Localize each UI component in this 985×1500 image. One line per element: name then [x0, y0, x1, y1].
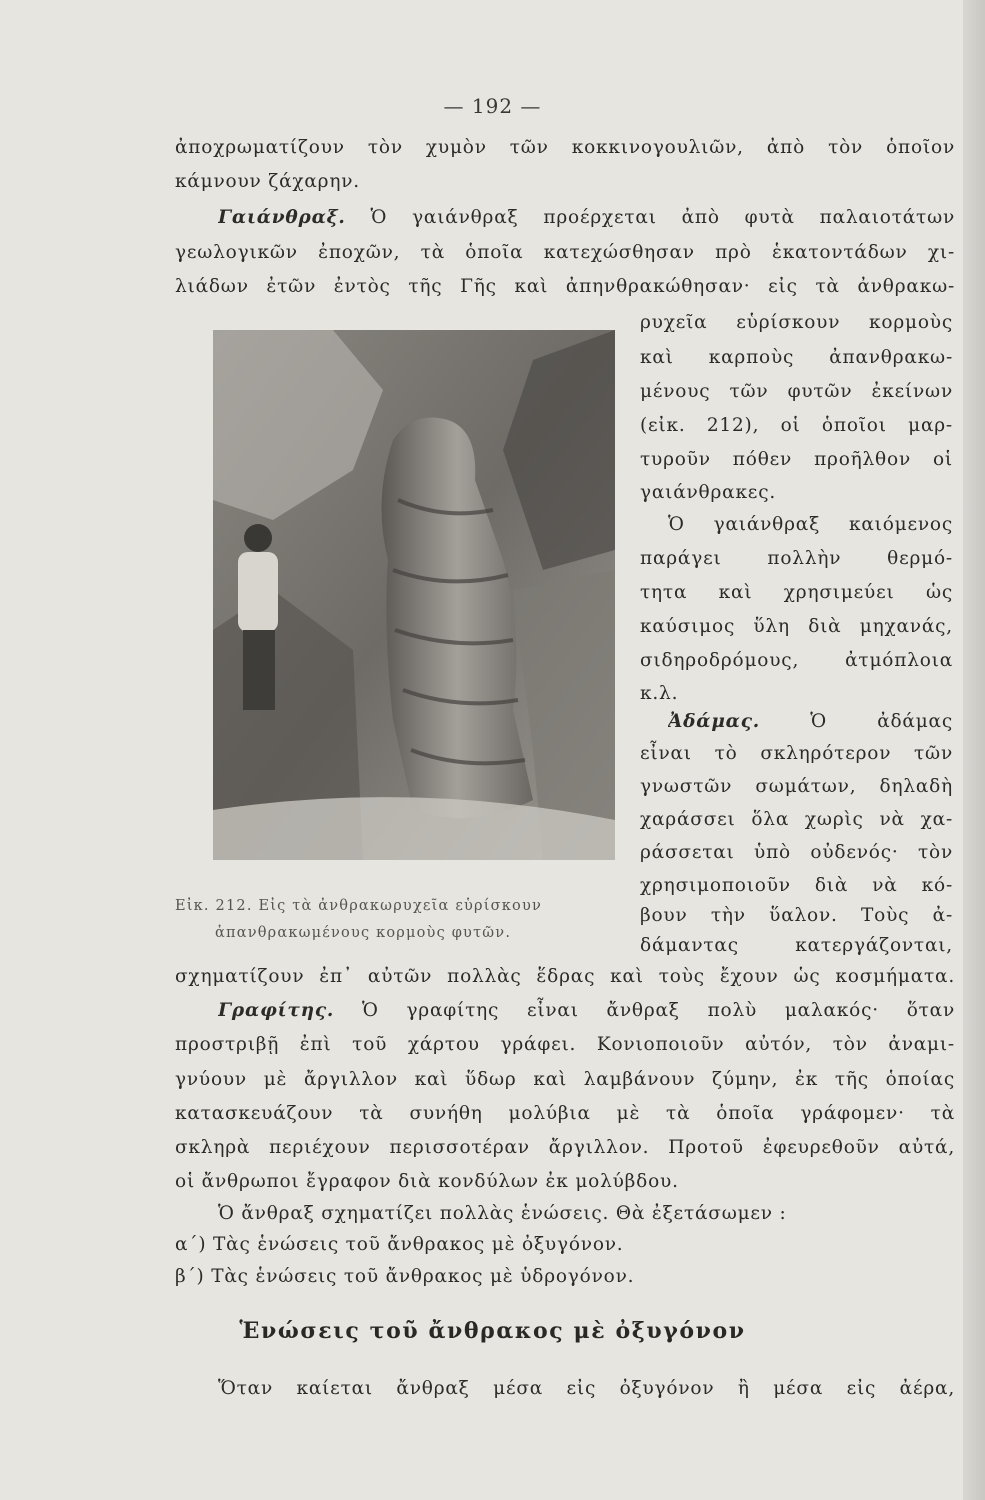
text-line: κ.λ. [640, 683, 679, 704]
text-line: σιδηροδρόμους, ἀτμόπλοια [640, 650, 953, 671]
text-line: σχηματίζουν ἐπ᾽ αὐτῶν πολλὰς ἕδρας καὶ τοὺς ἔχουν ὡς κοσμήματα. [175, 966, 955, 987]
text-line: ράσσεται ὑπὸ οὐδενός· τὸν [640, 842, 953, 863]
text-line: εἶναι τὸ σκληρότερον τῶν [640, 743, 953, 764]
text-line: ρυχεῖα εὑρίσκουν κορμοὺς [640, 312, 953, 333]
page-number: — 192 — [443, 94, 542, 118]
text-line: καὶ καρποὺς ἀπανθρακω- [640, 347, 953, 368]
term-adamas: Ἀδάμας. [668, 711, 761, 732]
text-line: κατασκευάζουν τὰ συνήθη μολύβια μὲ τὰ ὁποῖα γράφομεν· τὰ [175, 1103, 955, 1124]
list-item: α΄) Τὰς ἑνώσεις τοῦ ἄνθρακος μὲ ὀξυγόνον. [175, 1234, 624, 1255]
text-line: σκληρὰ περιέχουν περισσοτέραν ἄργιλλον. Προτοῦ ἐφευρεθοῦν αὐτά, [175, 1137, 955, 1158]
paragraph-grafitis-first-line [218, 994, 955, 1028]
page-edge-shadow [963, 0, 985, 1500]
section-heading: Ἑνώσεις τοῦ ἄνθρακος μὲ ὀξυγόνον [239, 1318, 746, 1344]
text-line: λιάδων ἐτῶν ἐντὸς τῆς Γῆς καὶ ἀπηνθρακώθησαν· εἰς τὰ ἀνθρακω- [175, 276, 955, 297]
term-gaianthrax: Γαιάνθραξ. [218, 207, 346, 228]
text-line: τητα καὶ χρησιμεύει ὡς [640, 582, 953, 603]
text-line: δάμαντας κατεργάζονται, [640, 935, 953, 956]
text-line: μένους τῶν φυτῶν ἐκείνων [640, 381, 953, 402]
text-line: γνύουν μὲ ἄργιλλον καὶ ὕδωρ καὶ λαμβάνουν ζύμην, ἐκ τῆς ὁποίας [175, 1069, 955, 1090]
text-line: οἱ ἄνθρωποι ἔγραφον διὰ κονδύλων ἐκ μολύβδου. [175, 1171, 679, 1192]
text-line: Ὁ γαιάνθραξ καιόμενος [668, 514, 953, 535]
text-line: βουν τὴν ὕαλον. Τοὺς ἀ- [640, 905, 953, 926]
text-line: Ὅταν καίεται ἄνθραξ μέσα εἰς ὀξυγόνον ἢ μέσα εἰς ἀέρα, [218, 1378, 955, 1399]
text-line: κάμνουν ζάχαρην. [175, 171, 360, 192]
figure-caption: Εἰκ. 212. Εἰς τὰ ἀνθρακωρυχεῖα εὑρίσκουν [175, 898, 542, 914]
text-span: Ὁ ἀδάμας [810, 711, 953, 732]
text-line: ἀποχρωματίζουν τὸν χυμὸν τῶν κοκκινογουλιῶν, ἀπὸ τὸν ὁποῖον [175, 137, 955, 158]
text-line: παράγει πολλὴν θερμό- [640, 548, 953, 569]
text-line: χαράσσει ὅλα χωρὶς νὰ χα- [640, 809, 953, 830]
term-grafitis: Γραφίτης. [218, 1000, 335, 1021]
text-line: γεωλογικῶν ἐποχῶν, τὰ ὁποῖα κατεχώσθησαν πρὸ ἑκατοντάδων χι- [175, 242, 955, 263]
paragraph-adamas-first-line [668, 705, 953, 739]
text-line: χρησιμοποιοῦν διὰ νὰ κό- [640, 875, 953, 896]
text-line: (εἰκ. 212), οἱ ὁποῖοι μαρ- [640, 415, 953, 436]
figure-fossil-tree-trunk-photo [213, 330, 615, 860]
text-span: Ὁ γαιάνθραξ προέρχεται ἀπὸ φυτὰ παλαιοτάτων [370, 207, 955, 228]
paragraph-gaianthrax-first-line [218, 201, 955, 235]
text-line: Ὁ ἄνθραξ σχηματίζει πολλὰς ἑνώσεις. Θὰ ἐξετάσωμεν : [218, 1203, 787, 1224]
text-line: τυροῦν πόθεν προῆλθον οἱ [640, 449, 953, 470]
text-line: γνωστῶν σωμάτων, δηλαδὴ [640, 776, 953, 797]
text-line: καύσιμος ὕλη διὰ μηχανάς, [640, 616, 953, 637]
text-line: προστριβῇ ἐπὶ τοῦ χάρτου γράφει. Κονιοποιοῦν αὐτόν, τὸν ἀναμι- [175, 1034, 955, 1055]
text-span: Ὁ γραφίτης εἶναι ἄνθραξ πολὺ μαλακός· ὅταν [361, 1000, 955, 1021]
list-item: β΄) Τὰς ἑνώσεις τοῦ ἄνθρακος μὲ ὑδρογόνον. [175, 1266, 635, 1287]
text-line: γαιάνθρακες. [640, 482, 777, 503]
figure-caption: ἀπανθρακωμένους κορμοὺς φυτῶν. [215, 925, 512, 941]
